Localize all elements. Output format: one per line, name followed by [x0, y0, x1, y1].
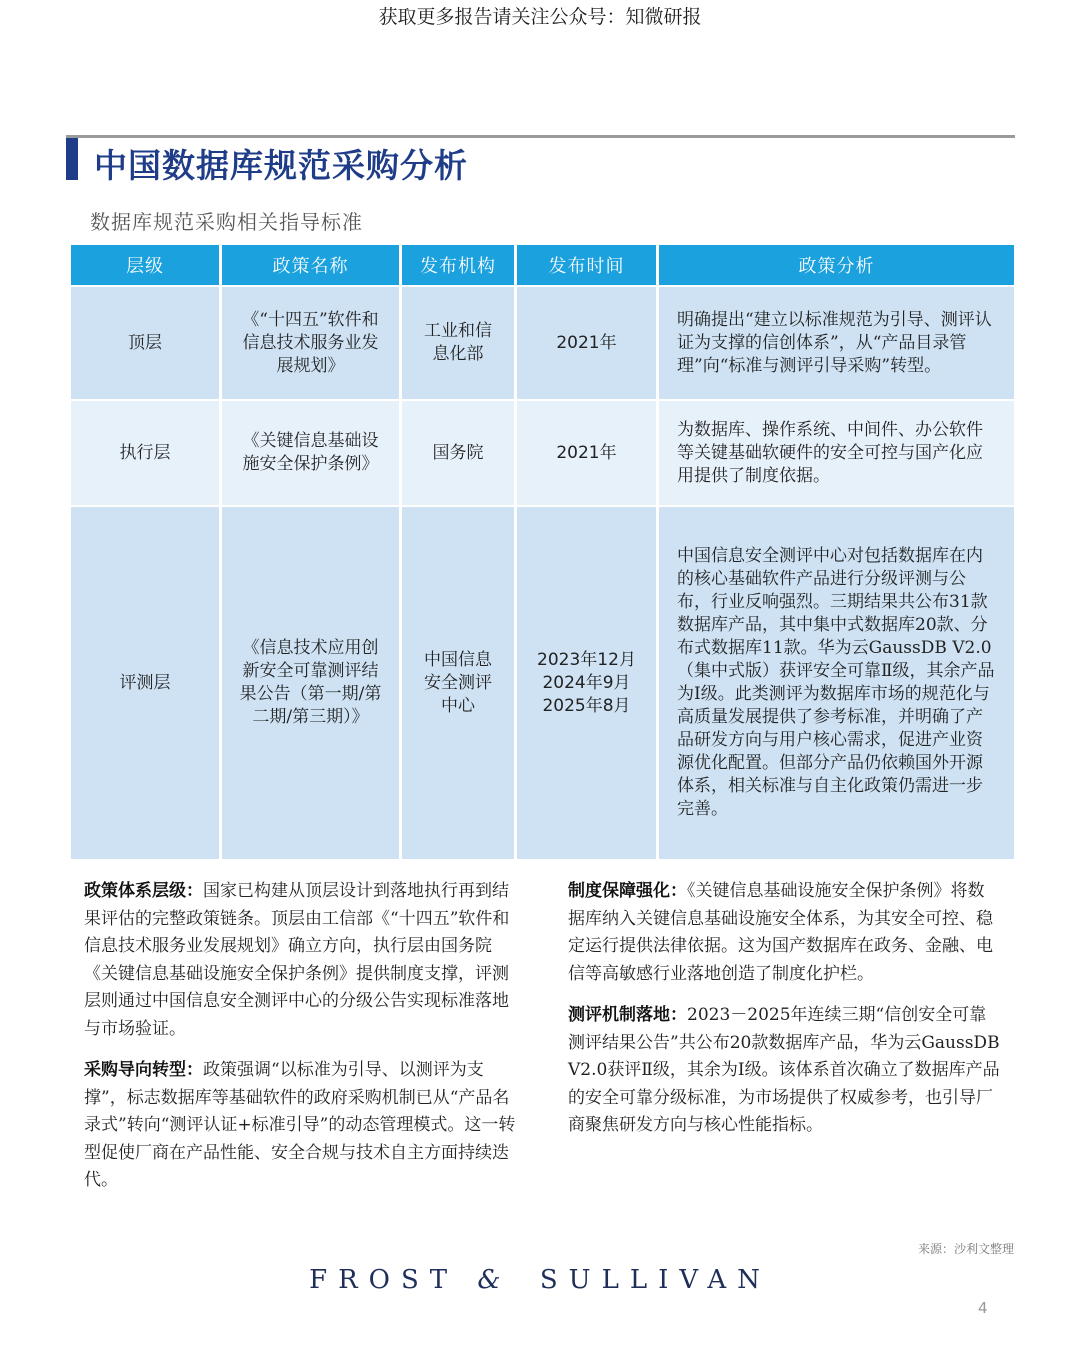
paragraph-text: 政策强调“以标准为引导、以测评为支撑”，标志数据库等基础软件的政府采购机制已从“产品名录式”转向“测评认证+标准引导”的动态管理模式。这一转型促使厂商在产品性能、安全合规与技术自主方面持续迭代。 — [84, 1060, 516, 1190]
cell-issuer: 工业和信息化部 — [402, 287, 514, 399]
header-rule — [66, 135, 1015, 138]
brand-ampersand: & — [477, 1265, 521, 1295]
paragraph-label: 测评机制落地： — [568, 1005, 687, 1025]
paragraph-policy-hierarchy — [84, 878, 516, 1043]
brand-right: SULLIVAN — [539, 1265, 771, 1295]
cell-issuer: 中国信息安全测评中心 — [402, 507, 514, 859]
date-line: 2023年12月 — [537, 649, 636, 670]
cell-dates — [517, 507, 656, 859]
paragraph-institutional-guarantee — [568, 878, 1000, 988]
cell-level: 执行层 — [71, 401, 219, 505]
paragraph-label: 政策体系层级： — [84, 881, 203, 901]
table-row — [71, 507, 1014, 859]
brand-left: FROST — [309, 1265, 459, 1295]
header-policy: 政策名称 — [222, 245, 399, 285]
paragraph-text: 2023－2025年连续三期“信创安全可靠测评结果公告”共公布20款数据库产品，华为云GaussDB V2.0获评Ⅱ级，其余为Ⅰ级。该体系首次确立了数据库产品的安全可靠分级标准，为市场提供了权威参考，也引导厂商聚焦研发方向与核心性能指标。 — [568, 1005, 1000, 1135]
cell-date: 2021年 — [517, 401, 656, 505]
paragraph-label: 制度保障强化： — [568, 881, 687, 901]
header-issuer: 发布机构 — [402, 245, 514, 285]
page-title: 中国数据库规范采购分析 — [94, 146, 468, 185]
title-accent-bar — [66, 138, 78, 180]
cell-issuer: 国务院 — [402, 401, 514, 505]
cell-analysis: 为数据库、操作系统、中间件、办公软件等关键基础软硬件的安全可控与国产化应用提供了制度依据。 — [659, 401, 1014, 505]
header-analysis: 政策分析 — [659, 245, 1014, 285]
table-header-row — [71, 245, 1014, 285]
header-level: 层级 — [71, 245, 219, 285]
left-column — [84, 878, 516, 1209]
cell-level: 顶层 — [71, 287, 219, 399]
cell-analysis: 明确提出“建立以标准规范为引导、测评认证为支撑的信创体系”，从“产品目录管理”向“标准与测评引导采购”转型。 — [659, 287, 1014, 399]
page-number: 4 — [978, 1299, 988, 1317]
paragraph-procurement-shift — [84, 1057, 516, 1195]
date-line: 2024年9月 — [542, 672, 631, 693]
paragraph-text: 国家已构建从顶层设计到落地执行再到结果评估的完整政策链条。顶层由工信部《“十四五”软件和信息技术服务业发展规划》确立方向，执行层由国务院《关键信息基础设施安全保护条例》提供制度支撑，评测层则通过中国信息安全测评中心的分级公告实现标准落地与市场验证。 — [84, 881, 510, 1039]
cell-analysis: 中国信息安全测评中心对包括数据库在内的核心基础软件产品进行分级评测与公布，行业反响强烈。三期结果共公布31款数据库产品，其中集中式数据库20款、分布式数据库11款。华为云GaussDB V2.0（集中式版）获评安全可靠Ⅱ级，其余产品为Ⅰ级。此类测评为数据库市场的规范化与高质量发展提供了参考标准，并明确了产品研发方向与用户核心需求，促进产业资源优化配置。但部分产品仍依赖国外开源体系，相关标准与自主化政策仍需进一步完善。 — [659, 507, 1014, 859]
table-row — [71, 287, 1014, 399]
right-column — [568, 878, 1000, 1154]
table-subtitle: 数据库规范采购相关指导标准 — [90, 210, 363, 234]
cell-date: 2021年 — [517, 287, 656, 399]
policy-table — [68, 243, 1017, 861]
cell-policy: 《信息技术应用创新安全可靠测评结果公告（第一期/第二期/第三期）》 — [222, 507, 399, 859]
cell-policy: 《关键信息基础设施安全保护条例》 — [222, 401, 399, 505]
paragraph-label: 采购导向转型： — [84, 1060, 203, 1080]
paragraph-text: 《关键信息基础设施安全保护条例》将数据库纳入关键信息基础设施安全体系，为其安全可控、稳定运行提供法律依据。这为国产数据库在政务、金融、电信等高敏感行业落地创造了制度化护栏。 — [568, 881, 993, 984]
frost-sullivan-logo — [0, 1265, 1080, 1295]
cell-policy: 《“十四五”软件和信息技术服务业发展规划》 — [222, 287, 399, 399]
cell-level: 评测层 — [71, 507, 219, 859]
wechat-notice: 获取更多报告请关注公众号：知微研报 — [378, 6, 702, 28]
header-date: 发布时间 — [517, 245, 656, 285]
table-row — [71, 401, 1014, 505]
source-note: 来源：沙利文整理 — [917, 1242, 1014, 1256]
date-line: 2025年8月 — [542, 695, 631, 716]
paragraph-evaluation-mechanism — [568, 1002, 1000, 1140]
